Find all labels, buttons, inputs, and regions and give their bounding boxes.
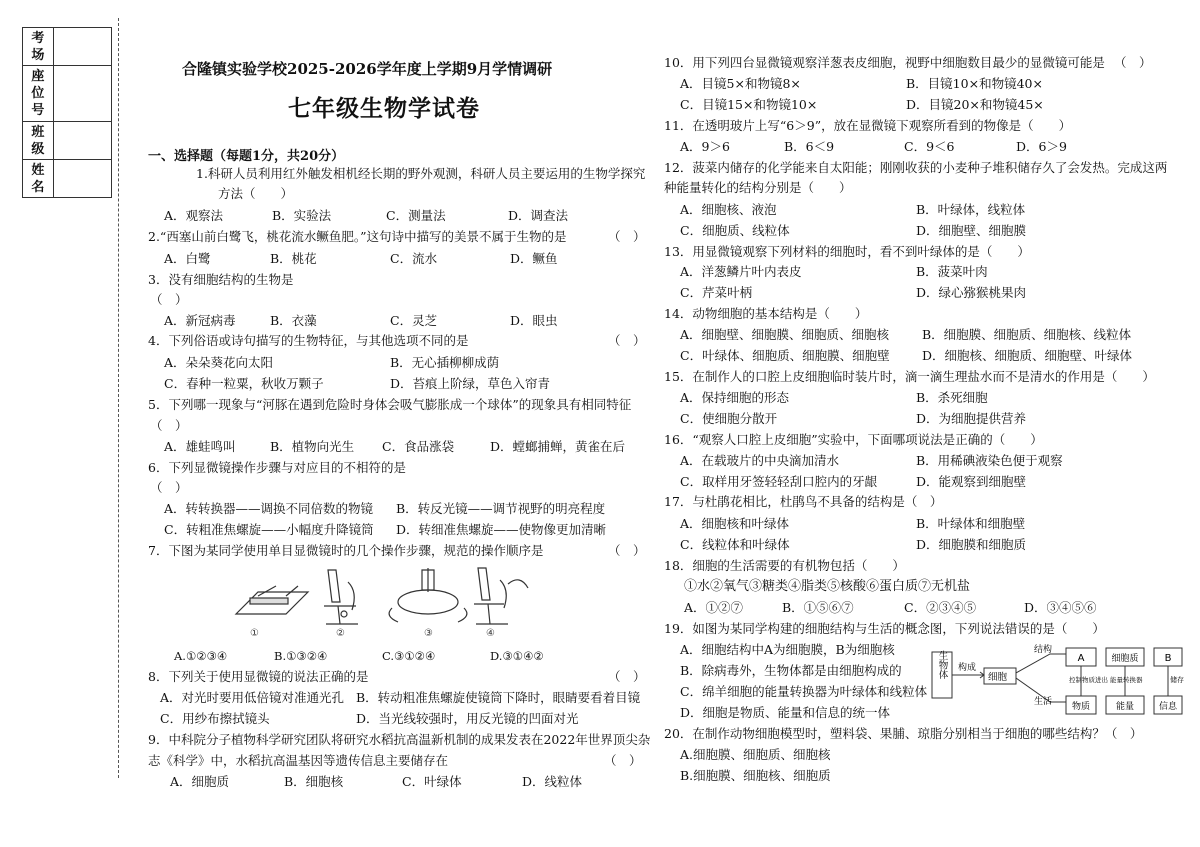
q10-paren: （ ） (1114, 55, 1152, 70)
q8-option-a[interactable]: A．对光时要用低倍镜对准通光孔 (160, 690, 345, 705)
q15-option-c[interactable]: C．使细胞分散开 (680, 411, 778, 426)
q2-stem: 2.“西塞山前白鹭飞，桃花流水鳜鱼肥。”这句诗中描写的美景不属于生物的是 (148, 229, 567, 244)
concept-info: 信息 (1158, 702, 1178, 712)
q9-stem: 9．中科院分子植物科学研究团队将研究水稻抗高温新机制的成果发表在2022年世界顶尖杂 (148, 732, 651, 747)
q12-option-c[interactable]: C．细胞质、线粒体 (680, 223, 790, 238)
q1-option-c[interactable]: C．测量法 (386, 208, 446, 223)
student-info-table (22, 27, 112, 198)
q2-option-b[interactable]: B．桃花 (270, 251, 317, 266)
q5-stem: 5．下列哪一现象与“河豚在遇到危险时身体会吸气膨胀成一个球体”的现象具有相同特征 (148, 397, 632, 412)
q11-option-b[interactable]: B．6＜9 (784, 139, 835, 154)
q18-option-b[interactable]: B．①⑤⑥⑦ (782, 600, 854, 615)
q6-paren: （ ） (150, 480, 188, 495)
q6-option-a[interactable]: A．转转换器——调换不同倍数的物镜 (164, 501, 374, 516)
q2-paren: （ ） (608, 229, 646, 244)
q5-option-d[interactable]: D．螳螂捕蝉，黄雀在后 (490, 439, 626, 454)
q14-option-a[interactable]: A．细胞壁、细胞膜、细胞质、细胞核 (680, 327, 890, 342)
q7-figure-label-4: ④ (486, 628, 495, 639)
q3-option-c[interactable]: C．灵芝 (390, 313, 438, 328)
q1-stem: 1.科研人员利用红外触发相机经长期的野外观测，科研人员主要运用的生物学探究 (196, 166, 646, 181)
q14-option-d[interactable]: D．细胞核、细胞质、细胞壁、叶绿体 (922, 348, 1133, 363)
q19-stem: 19．如图为某同学构建的细胞结构与生活的概念图，下列说法错误的是（ ） (664, 621, 1105, 636)
q7-option-d[interactable]: D.③①④② (490, 649, 544, 663)
q18-option-a[interactable]: A．①②⑦ (684, 600, 744, 615)
q7-stem: 7．下图为某同学使用单目显微镜时的几个操作步骤，规范的操作顺序是 (148, 543, 544, 558)
q12-option-d[interactable]: D．细胞壁、细胞膜 (916, 223, 1027, 238)
q19-option-a[interactable]: A．细胞结构中A为细胞膜，B为细胞核 (680, 642, 895, 657)
q7-figure-label-3: ③ (424, 628, 433, 639)
q10-stem: 10．用下列四台显微镜观察洋葱表皮细胞，视野中细胞数目最少的显微镜可能是 (664, 55, 1105, 70)
q4-paren: （ ） (608, 333, 646, 348)
school-title: 合隆镇实验学校2025-2026学年度上学期9月学情调研 (182, 60, 553, 78)
concept-cytoplasm: 细胞质 (1111, 654, 1139, 664)
q16-option-a[interactable]: A．在载玻片的中央滴加清水 (680, 453, 840, 468)
binding-line (118, 18, 119, 778)
q10-option-b[interactable]: B．目镜10×和物镜40× (906, 76, 1043, 91)
q3-option-d[interactable]: D．眼虫 (510, 313, 558, 328)
q13-option-d[interactable]: D．绿心猕猴桃果肉 (916, 285, 1027, 300)
q8-option-b[interactable]: B．转动粗准焦螺旋使镜筒下降时，眼睛要看着目镜 (356, 690, 641, 705)
q20-stem: 20．在制作动物细胞模型时，塑料袋、果脯、琼脂分别相当于细胞的哪些结构？（ ） (664, 726, 1143, 741)
concept-b: B (1164, 653, 1172, 664)
q4-option-d[interactable]: D．苔痕上阶绿，草色入帘青 (390, 376, 551, 391)
concept-life: 生活 (1034, 697, 1053, 707)
q6-option-d[interactable]: D．转细准焦螺旋——使物像更加清晰 (396, 522, 607, 537)
q18-items: ①水②氧气③糖类④脂类⑤核酸⑥蛋白质⑦无机盐 (684, 579, 971, 594)
q17-option-c[interactable]: C．线粒体和叶绿体 (680, 537, 790, 552)
q12-stem-cont: 种能量转化的结构分别是（ ） (664, 180, 852, 195)
concept-cell: 细胞 (988, 672, 1008, 683)
label-name: 姓名 (23, 160, 54, 198)
q9-option-a[interactable]: A．细胞质 (170, 774, 230, 789)
q1-stem-cont: 方法（ ） (218, 186, 294, 201)
q6-stem: 6．下列显微镜操作步骤与对应目的不相符的是 (148, 460, 406, 475)
q2-option-d[interactable]: D．鳜鱼 (510, 251, 558, 266)
q17-option-b[interactable]: B．叶绿体和细胞壁 (916, 516, 1026, 531)
q8-option-c[interactable]: C．用纱布擦拭镜头 (160, 711, 270, 726)
q9-paren: （ ） (604, 753, 642, 768)
q6-option-b[interactable]: B．转反光镜——调节视野的明亮程度 (396, 501, 606, 516)
q1-option-a[interactable]: A．观察法 (164, 208, 224, 223)
q19-concept-map (930, 640, 1185, 718)
q5-option-c[interactable]: C．食品涨袋 (382, 439, 455, 454)
q2-option-a[interactable]: A．白鹭 (164, 251, 211, 266)
q11-stem: 11．在透明玻片上写“6＞9”，放在显微镜下观察所看到的物像是（ ） (664, 118, 1072, 133)
q11-option-d[interactable]: D．6＞9 (1016, 139, 1067, 154)
q19-option-b[interactable]: B．除病毒外，生物体都是由细胞构成的 (680, 663, 902, 678)
q16-stem: 16．“观察人口腔上皮细胞”实验中，下面哪项说法是正确的（ ） (664, 432, 1043, 447)
q10-option-a[interactable]: A．目镜5×和物镜8× (680, 76, 801, 91)
q2-option-c[interactable]: C．流水 (390, 251, 438, 266)
concept-control: 控制物质进出 (1069, 676, 1108, 684)
q20-option-b[interactable]: B.细胞膜、细胞核、细胞质 (680, 768, 831, 783)
q9-stem-cont: 志《科学》中，水稻抗高温基因等遗传信息主要储存在 (148, 753, 449, 768)
q17-stem: 17．与杜鹃花相比，杜鹃鸟不具备的结构是（ ） (664, 494, 943, 509)
q14-option-c[interactable]: C．叶绿体、细胞质、细胞膜、细胞壁 (680, 348, 890, 363)
section-heading: 一、选择题（每题1分，共20分） (148, 149, 345, 164)
q3-paren: （ ） (150, 292, 188, 307)
q13-option-a[interactable]: A．洋葱鳞片叶内表皮 (680, 264, 802, 279)
q5-option-a[interactable]: A．雄蛙鸣叫 (164, 439, 236, 454)
concept-energy: 能量 (1115, 702, 1135, 712)
q10-option-d[interactable]: D．目镜20×和物镜45× (906, 97, 1044, 112)
q15-option-a[interactable]: A．保持细胞的形态 (680, 390, 790, 405)
q16-option-c[interactable]: C．取样用牙签轻轻刮口腔内的牙龈 (680, 474, 878, 489)
concept-matter: 物质 (1071, 702, 1091, 712)
q13-option-c[interactable]: C．芹菜叶柄 (680, 285, 753, 300)
concept-organism: 生物体 (936, 650, 948, 680)
concept-structure: 结构 (1034, 645, 1053, 655)
q3-stem: 3．没有细胞结构的生物是 (148, 272, 294, 287)
exam-room-field[interactable] (53, 28, 111, 66)
q11-option-a[interactable]: A．9＞6 (680, 139, 730, 154)
q4-option-c[interactable]: C．春种一粒粟，秋收万颗子 (164, 376, 324, 391)
q8-option-d[interactable]: D．当光线较强时，用反光镜的凹面对光 (356, 711, 579, 726)
q8-paren: （ ） (608, 669, 646, 684)
q11-option-c[interactable]: C．9＜6 (904, 139, 955, 154)
class-field[interactable] (53, 122, 111, 160)
q4-option-a[interactable]: A．朵朵葵花向太阳 (164, 355, 274, 370)
q7-microscope-figure (228, 562, 548, 640)
q14-option-b[interactable]: B．细胞膜、细胞质、细胞核、线粒体 (922, 327, 1132, 342)
q15-option-b[interactable]: B．杀死细胞 (916, 390, 988, 405)
q12-option-a[interactable]: A．细胞核、液泡 (680, 202, 777, 217)
seat-number-field[interactable] (53, 66, 111, 122)
concept-converter: 能量转换器 (1110, 676, 1143, 684)
q7-option-c[interactable]: C.③①②④ (382, 649, 436, 663)
q16-option-d[interactable]: D．能观察到细胞壁 (916, 474, 1027, 489)
q9-option-b[interactable]: B．细胞核 (284, 774, 344, 789)
q3-option-a[interactable]: A．新冠病毒 (164, 313, 236, 328)
q13-option-b[interactable]: B．菠菜叶肉 (916, 264, 988, 279)
q3-option-b[interactable]: B．衣藻 (270, 313, 317, 328)
q7-figure-label-1: ① (250, 628, 259, 639)
q10-option-c[interactable]: C．目镜15×和物镜10× (680, 97, 818, 112)
q18-option-c[interactable]: C．②③④⑤ (904, 600, 977, 615)
q15-stem: 15．在制作人的口腔上皮细胞临时装片时，滴一滴生理盐水而不是清水的作用是（ ） (664, 369, 1155, 384)
q7-paren: （ ） (608, 543, 646, 558)
q6-option-c[interactable]: C．转粗准焦螺旋——小幅度升降镜筒 (164, 522, 374, 537)
q5-option-b[interactable]: B．植物向光生 (270, 439, 355, 454)
q17-option-a[interactable]: A．细胞核和叶绿体 (680, 516, 790, 531)
q7-option-b[interactable]: B.①③②④ (274, 649, 328, 663)
concept-store: 储存 (1170, 676, 1184, 684)
q9-option-c[interactable]: C．叶绿体 (402, 774, 462, 789)
q15-option-d[interactable]: D．为细胞提供营养 (916, 411, 1027, 426)
label-seat-number: 座位号 (23, 66, 54, 122)
q8-stem: 8．下列关于使用显微镜的说法正确的是 (148, 669, 369, 684)
q4-stem: 4．下列俗语或诗句描写的生物特征，与其他选项不同的是 (148, 333, 469, 348)
label-class: 班级 (23, 122, 54, 160)
concept-constitute: 构成 (958, 663, 977, 673)
q4-option-b[interactable]: B．无心插柳柳成荫 (390, 355, 500, 370)
concept-a: A (1077, 653, 1085, 664)
q19-option-c[interactable]: C．绵羊细胞的能量转换器为叶绿体和线粒体 (680, 684, 928, 699)
q20-option-a[interactable]: A.细胞膜、细胞质、细胞核 (680, 747, 831, 762)
q19-option-d[interactable]: D．细胞是物质、能量和信息的统一体 (680, 705, 891, 720)
q14-stem: 14．动物细胞的基本结构是（ ） (664, 306, 868, 321)
q16-option-b[interactable]: B．用稀碘液染色便于观察 (916, 453, 1063, 468)
q12-option-b[interactable]: B．叶绿体，线粒体 (916, 202, 1026, 217)
q7-figure-label-2: ② (336, 628, 345, 639)
name-field[interactable] (53, 160, 111, 198)
q1-option-b[interactable]: B．实验法 (272, 208, 332, 223)
q7-option-a[interactable]: A.①②③④ (174, 649, 228, 663)
q18-option-d[interactable]: D．③④⑤⑥ (1024, 600, 1097, 615)
q1-option-d[interactable]: D．调查法 (508, 208, 569, 223)
q12-stem: 12．菠菜内储存的化学能来自太阳能；刚刚收获的小麦种子堆积储存久了会发热。完成这两 (664, 160, 1168, 175)
q13-stem: 13．用显微镜观察下列材料的细胞时，看不到叶绿体的是（ ） (664, 244, 1030, 259)
q17-option-d[interactable]: D．细胞膜和细胞质 (916, 537, 1027, 552)
label-exam-room: 考场 (23, 28, 54, 66)
q18-stem: 18．细胞的生活需要的有机物包括（ ） (664, 558, 905, 573)
q5-paren: （ ） (150, 418, 188, 433)
q9-option-d[interactable]: D．线粒体 (522, 774, 583, 789)
exam-title: 七年级生物学试卷 (288, 95, 480, 122)
